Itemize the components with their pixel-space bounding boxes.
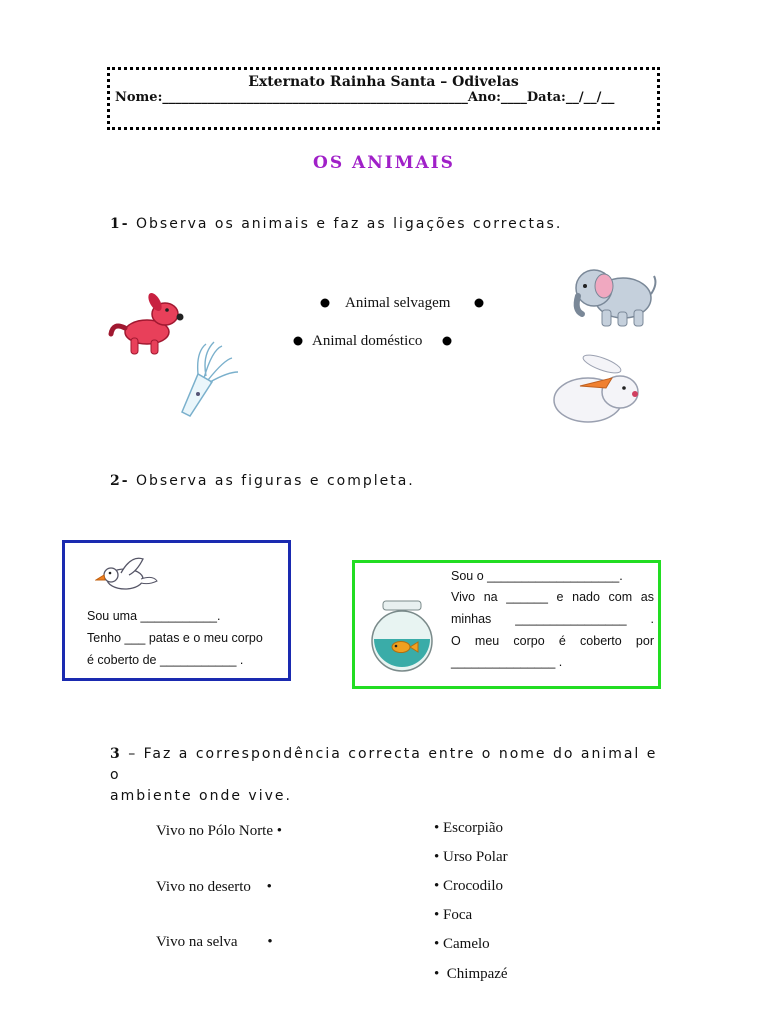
data-field[interactable]: __/__/__ <box>565 90 615 105</box>
question-2 <box>110 473 415 489</box>
question-1 <box>110 216 562 232</box>
bullet-icon[interactable]: • <box>276 823 283 839</box>
habitat-deserto: Vivo no deserto • <box>156 879 272 895</box>
bullet-icon[interactable]: • <box>434 878 440 894</box>
bullet-icon[interactable]: • <box>266 879 272 895</box>
bird-line-1: Sou uma ___________. <box>87 609 221 623</box>
data-label: Data: <box>526 90 566 105</box>
animal-crocodilo: • Crocodilo <box>434 878 504 894</box>
q1-number: 1- <box>110 216 130 232</box>
animal-camelo: • Camelo <box>434 936 490 952</box>
bullet-icon[interactable]: • <box>434 849 440 865</box>
bullet-icon[interactable]: • <box>434 907 440 923</box>
nome-label: Nome: <box>115 90 163 105</box>
rabbit-icon <box>540 352 650 432</box>
bullet-icon[interactable]: • <box>434 936 440 952</box>
ano-label: Ano: <box>467 90 501 105</box>
option-animal-domestico: Animal doméstico <box>312 333 423 349</box>
habitat-polo-norte: Vivo no Pólo Norte • <box>156 823 283 839</box>
nome-field[interactable]: _______________________________________________ <box>162 90 468 105</box>
q3-line-1: 3 – Faz a correspondência correcta entre o nome do animal e o <box>110 746 658 783</box>
fish-box <box>352 560 661 689</box>
q3-line-2: ambiente onde vive. <box>110 788 292 804</box>
student-info-line <box>115 90 652 105</box>
q1-text: Observa os animais e faz as ligações correctas. <box>136 216 563 232</box>
question-3 <box>110 744 670 807</box>
bird-line-2: Tenho ___ patas e o meu corpo <box>87 631 263 645</box>
fish-line-4: O meu corpo é coberto por <box>451 634 654 648</box>
fish-line-5: _______________ . <box>451 655 563 669</box>
bird-box <box>62 540 291 681</box>
bird-icon <box>95 553 160 595</box>
bullet-selvagem-left-icon[interactable] <box>318 296 332 310</box>
elephant-icon <box>568 262 663 332</box>
bullet-domestico-right-icon[interactable] <box>440 334 454 348</box>
page-title: OS ANIMAIS <box>313 153 455 173</box>
animal-escorpiao: • Escorpião <box>434 820 503 836</box>
animal-urso-polar: • Urso Polar <box>434 849 508 865</box>
fish-line-1: Sou o ___________________. <box>451 569 623 583</box>
q3-number: 3 <box>110 746 122 762</box>
bird-line-3: é coberto de ___________ . <box>87 653 244 667</box>
animal-chimpaze: • Chimpazé <box>434 966 508 982</box>
fish-line-3: minhas ________________ . <box>451 612 654 626</box>
bullet-icon[interactable]: • <box>434 820 440 836</box>
q2-text: Observa as figuras e completa. <box>136 473 415 489</box>
header-box <box>107 67 660 130</box>
fishbowl-icon <box>363 597 441 673</box>
school-name: Externato Rainha Santa – Odivelas <box>248 74 519 90</box>
q2-number: 2- <box>110 473 130 489</box>
bullet-selvagem-right-icon[interactable] <box>472 296 486 310</box>
bullet-icon[interactable]: • <box>267 934 273 950</box>
fish-line-2: Vivo na ______ e nado com as <box>451 590 654 604</box>
animal-foca: • Foca <box>434 907 473 923</box>
bullet-icon[interactable]: • <box>434 966 440 982</box>
ano-field[interactable]: ____ <box>500 90 527 105</box>
bullet-domestico-left-icon[interactable] <box>291 334 305 348</box>
option-animal-selvagem: Animal selvagem <box>345 295 451 311</box>
habitat-selva: Vivo na selva • <box>156 934 273 950</box>
squid-icon <box>168 338 243 420</box>
